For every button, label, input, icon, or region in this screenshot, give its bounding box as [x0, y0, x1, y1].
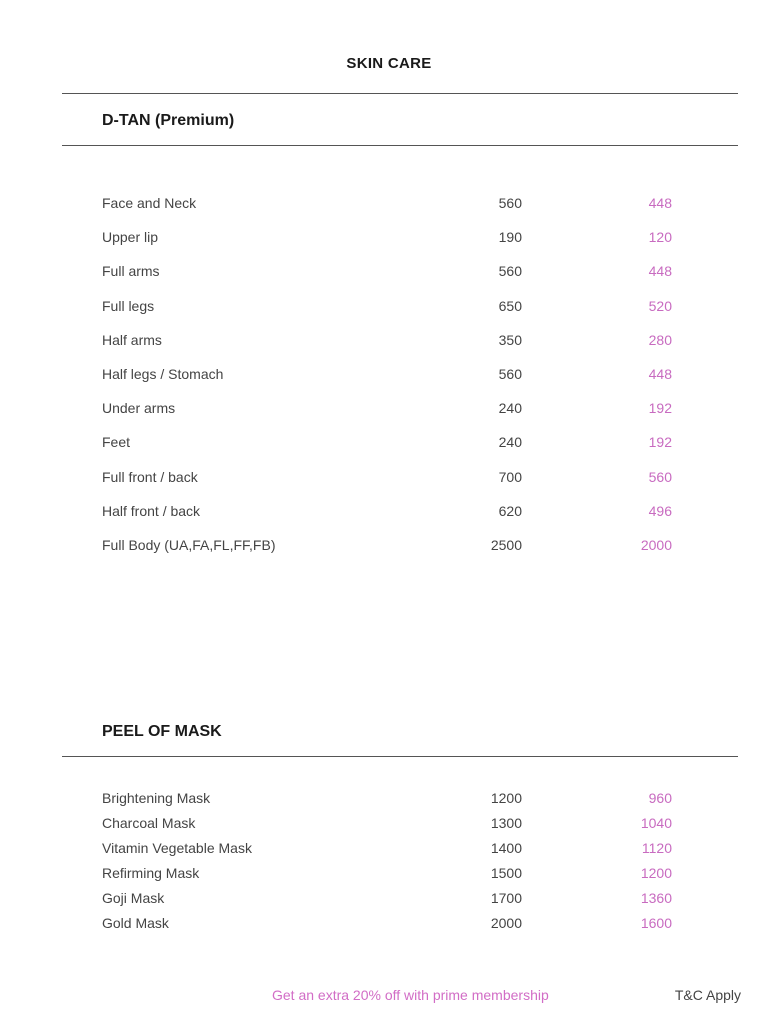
offer-price: 448 — [648, 366, 672, 382]
regular-price: 560 — [498, 263, 522, 280]
service-name: Gold Mask — [102, 915, 169, 931]
regular-price: 1200 — [490, 790, 522, 806]
regular-price: 700 — [498, 468, 522, 485]
price-row — [102, 400, 672, 420]
price-row — [102, 332, 672, 352]
section-title-peel: PEEL OF MASK — [102, 723, 222, 740]
offer-price: 520 — [648, 297, 672, 314]
service-name: Half front / back — [102, 502, 201, 519]
regular-price: 350 — [498, 331, 522, 348]
price-row — [102, 503, 672, 523]
offer-price: 2000 — [640, 537, 672, 553]
service-name: Goji Mask — [102, 890, 165, 906]
regular-price: 2000 — [490, 915, 522, 931]
header-divider — [62, 93, 738, 94]
section-divider-dtan — [62, 145, 738, 146]
offer-price: 192 — [648, 400, 672, 417]
price-row — [102, 263, 672, 283]
regular-price: 240 — [498, 434, 522, 451]
service-name: Face and Neck — [102, 195, 197, 211]
terms-note: T&C Apply — [674, 987, 741, 1003]
regular-price: 560 — [498, 366, 522, 382]
offer-price: 192 — [648, 434, 672, 451]
offer-price: 448 — [648, 195, 672, 211]
price-row — [102, 229, 672, 249]
price-row — [102, 537, 672, 557]
price-row — [102, 195, 672, 215]
service-name: Under arms — [102, 400, 176, 417]
offer-price: 960 — [648, 790, 672, 806]
offer-price: 1040 — [640, 815, 672, 831]
price-row — [102, 366, 672, 386]
service-name: Full arms — [102, 263, 160, 280]
regular-price: 1400 — [490, 840, 522, 856]
service-name: Half legs / Stomach — [102, 366, 224, 382]
regular-price: 560 — [498, 195, 522, 211]
regular-price: 620 — [498, 502, 522, 519]
regular-price: 1700 — [490, 890, 522, 906]
regular-price: 650 — [498, 297, 522, 314]
offer-price: 560 — [648, 468, 672, 485]
service-name: Charcoal Mask — [102, 815, 196, 831]
offer-price: 1360 — [640, 890, 672, 906]
offer-price: 496 — [648, 502, 672, 519]
price-row — [102, 815, 672, 835]
offer-price: 120 — [648, 229, 672, 246]
service-name: Half arms — [102, 331, 162, 348]
price-row — [102, 298, 672, 318]
regular-price: 1500 — [490, 865, 522, 881]
offer-price: 448 — [648, 263, 672, 280]
price-row — [102, 890, 672, 910]
service-name: Upper lip — [102, 229, 159, 246]
service-name: Full legs — [102, 297, 155, 314]
service-name: Refirming Mask — [102, 865, 200, 881]
offer-price: 1120 — [641, 840, 672, 856]
offer-price: 1200 — [640, 865, 672, 881]
service-name: Feet — [102, 434, 131, 451]
membership-promo: Get an extra 20% off with prime membership — [272, 987, 549, 1003]
service-name: Full front / back — [102, 468, 198, 485]
service-name: Brightening Mask — [102, 790, 211, 806]
regular-price: 240 — [498, 400, 522, 417]
offer-price: 280 — [648, 331, 672, 348]
price-row — [102, 865, 672, 885]
service-name: Full Body (UA,FA,FL,FF,FB) — [102, 537, 276, 553]
section-title-dtan: D-TAN (Premium) — [102, 112, 235, 129]
price-row — [102, 840, 672, 860]
regular-price: 190 — [498, 229, 522, 246]
regular-price: 1300 — [490, 815, 522, 831]
section-divider-peel — [62, 756, 738, 757]
page-title: SKIN CARE — [346, 55, 432, 72]
price-row — [102, 790, 672, 810]
offer-price: 1600 — [640, 915, 672, 931]
regular-price: 2500 — [490, 537, 522, 553]
service-name: Vitamin Vegetable Mask — [102, 840, 252, 856]
price-row — [102, 469, 672, 489]
price-row — [102, 434, 672, 454]
price-row — [102, 915, 672, 935]
